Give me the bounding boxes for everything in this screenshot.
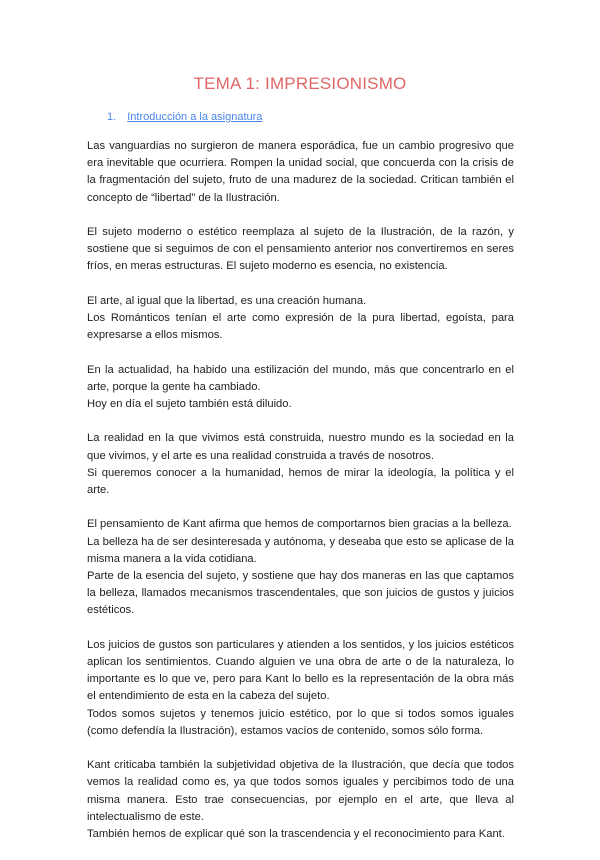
paragraph: Las vanguardias no surgieron de manera esporádica, fue un cambio progresivo que era inevitable que ocurriera. Rompen la unidad social, que concuerda con la crisis de la fragmentación del sujeto, fruto de una madurez de la sociedad. Critican también el concepto de “libertad” de la Ilustración. [87,140,514,204]
paragraph: El sujeto moderno o estético reemplaza al sujeto de la Ilustración, de la razón, y sostiene que si seguimos de con el pensamiento anterior nos convertiremos en seres fríos, en meras estructuras. El sujeto moderno es esencia, no existencia. [87,226,514,273]
paragraph: En la actualidad, ha habido una estilización del mundo, más que concentrarlo en el arte, porque la gente ha cambiado. Hoy en día el sujeto también está diluido. [87,363,514,410]
section-heading [107,111,262,123]
paragraph: La realidad en la que vivimos está construida, nuestro mundo es la sociedad en la que vivimos, y el arte es una realidad construida a través de nosotros. Si queremos conocer a la humanidad, hemos de mirar la ideología, la política y el arte. [87,432,514,496]
paragraph: El arte, al igual que la libertad, es una creación humana. Los Románticos tenían el arte como expresión de la pura libertad, egoísta, para expresarse a ellos mismos. [87,294,514,342]
section-number: 1. [107,111,117,123]
document-body [87,138,514,860]
document-title: TEMA 1: IMPRESIONISMO [193,74,407,93]
paragraph: El pensamiento de Kant afirma que hemos de comportarnos bien gracias a la belleza. La belleza ha de ser desinteresada y autónoma, y deseaba que esto se aplicase de la misma manera a la vida cotidiana. Parte de la esencia del sujeto, y sostiene que hay dos maneras en las que captamos la belleza, llamados mecanismos trascendentales, que son juicios de gustos y juicios estéticos. [87,518,514,617]
paragraph: Los juicios de gustos son particulares y atienden a los sentidos, y los juicios estéticos aplican los sentimientos. Cuando alguien ve una obra de arte o de la naturaleza, lo importante es lo que ve, pero para Kant lo bello es la representación de la obra más el entendimiento de esta en la cabeza del sujeto. Todos somos sujetos y tenemos juicio estético, por lo que si todos somos iguales (como defendía la Ilustración), estamos vacíos de contenido, somos sólo forma. [87,638,514,737]
paragraph: Kant criticaba también la subjetividad objetiva de la Ilustración, que decía que todos vemos la realidad como es, ya que todos somos iguales y percibimos todo de una misma manera. Esto trae consecuencias, por ejemplo en el arte, que lleva al intelectualismo de este. También hemos de explicar qué son la trascendencia y el reconocimiento para Kant. [87,759,514,841]
section-title-link[interactable]: Introducción a la asignatura [127,111,263,123]
